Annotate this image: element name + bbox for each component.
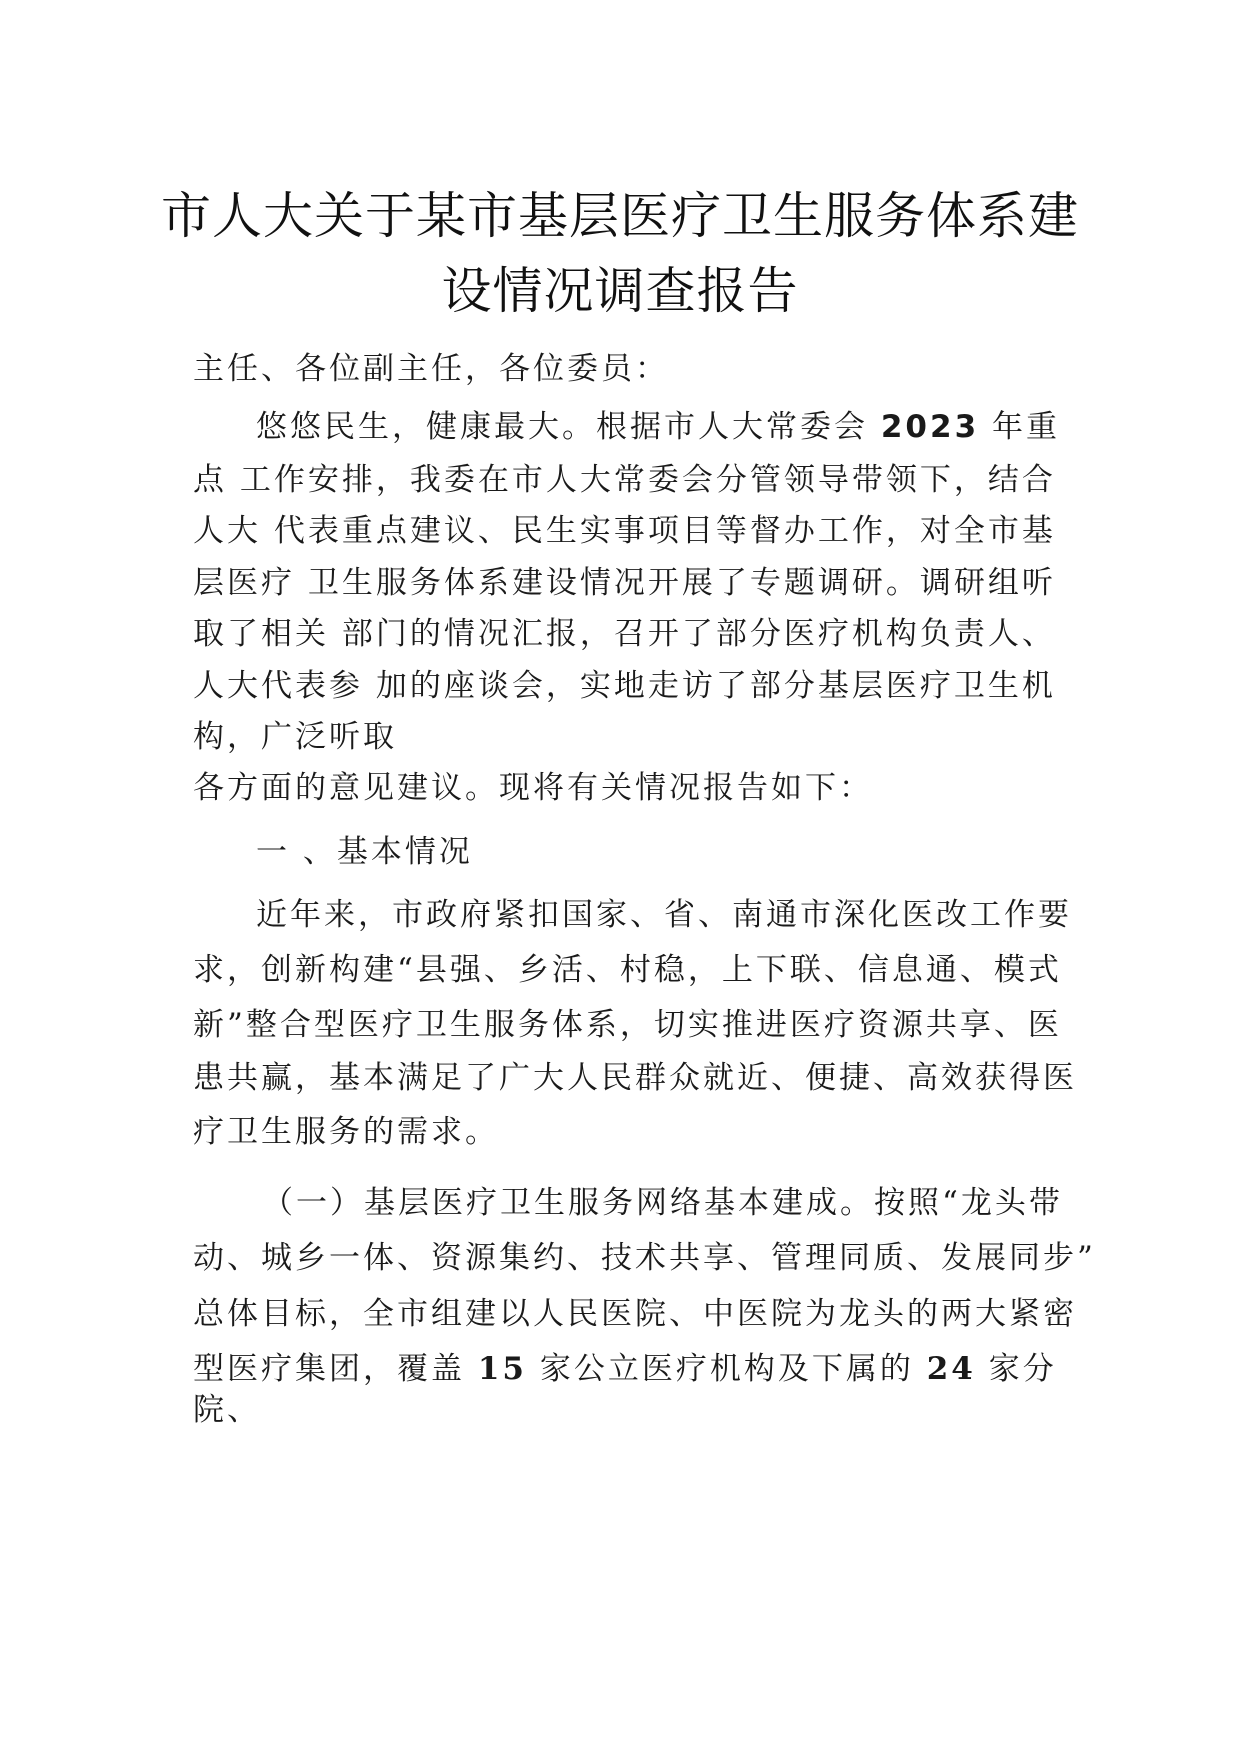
count-branches: 24 (926, 1351, 976, 1387)
subsection-line-5: 院、 (193, 1392, 261, 1428)
subsection-line-1: （一）基层医疗卫生服务网络基本建成。按照“龙头带 (262, 1185, 1063, 1221)
intro-line-7: 构，广泛听取 (193, 719, 397, 755)
section-para-line-4: 患共赢，基本满足了广大人民群众就近、便捷、高效获得医 (193, 1060, 1077, 1096)
intro-line-2: 点 工作安排，我委在市人大常委会分管领导带领下，结合 (193, 462, 1056, 498)
intro-line-8: 各方面的意见建议。现将有关情况报告如下： (193, 770, 873, 806)
intro-line-6: 人大代表参 加的座谈会，实地走访了部分基层医疗卫生机 (193, 668, 1056, 704)
document-title-line-2: 设情况调查报告 (441, 262, 799, 320)
section-para-line-2: 求，创新构建“县强、乡活、村稳，上下联、信息通、模式 (193, 952, 1062, 988)
section-para-line-1: 近年来，市政府紧扣国家、省、南通市深化医改工作要 (256, 897, 1072, 933)
subsection-line-3: 总体目标，全市组建以人民医院、中医院为龙头的两大紧密 (193, 1296, 1077, 1332)
intro-year: 2023 (880, 409, 980, 445)
salutation: 主任、各位副主任，各位委员： (193, 351, 669, 387)
intro-line-3: 人大 代表重点建议、民生实事项目等督办工作，对全市基 (193, 513, 1056, 549)
subsection-text: 型医疗集团，覆盖 (193, 1351, 478, 1387)
intro-line-4: 层医疗 卫生服务体系建设情况开展了专题调研。调研组听 (193, 565, 1056, 601)
subsection-line-4 (193, 1343, 1057, 1388)
section-heading: 一 、基本情况 (256, 834, 473, 870)
subsection-text: 家分 (975, 1351, 1057, 1387)
intro-line-5: 取了相关 部门的情况汇报，召开了部分医疗机构负责人、 (193, 616, 1056, 652)
subsection-line-2: 动、城乡一体、资源集约、技术共享、管理同质、发展同步” (193, 1240, 1096, 1276)
section-para-line-3: 新”整合型医疗卫生服务体系，切实推进医疗资源共享、医 (193, 1007, 1062, 1043)
section-para-line-5: 疗卫生服务的需求。 (193, 1114, 499, 1150)
intro-text: 悠悠民生，健康最大。根据市人大常委会 (256, 409, 881, 445)
intro-line-1 (256, 401, 1060, 446)
count-institutions: 15 (477, 1351, 527, 1387)
document-title-line-1: 市人大关于某市基层医疗卫生服务体系建 (161, 187, 1079, 245)
subsection-text: 家公立医疗机构及下属的 (527, 1351, 927, 1387)
intro-text: 年重 (979, 409, 1060, 445)
